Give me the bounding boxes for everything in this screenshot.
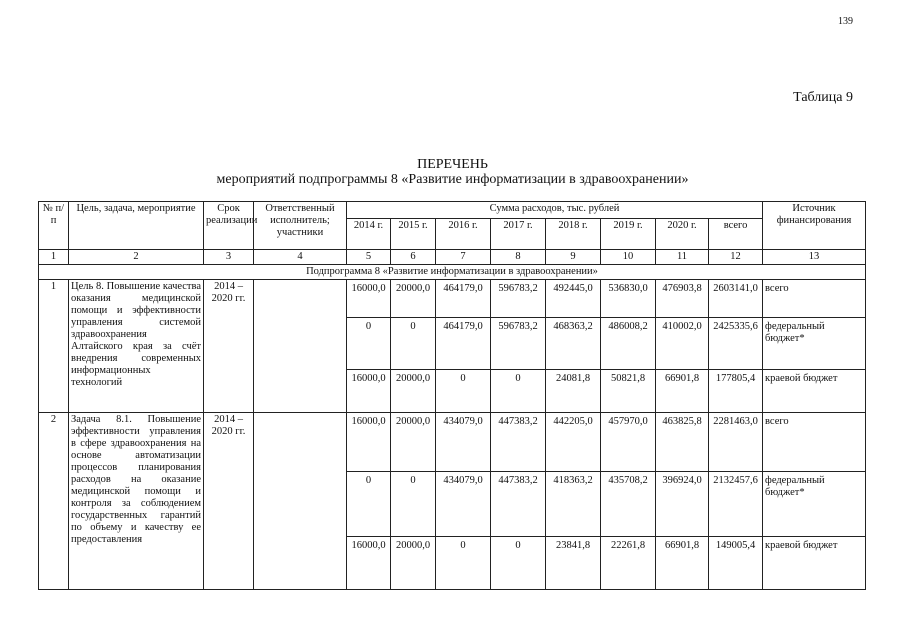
amount-cell: 435708,2: [601, 472, 656, 537]
row-responsible: [254, 280, 347, 413]
amount-cell: 396924,0: [656, 472, 709, 537]
amount-cell: 468363,2: [546, 318, 601, 370]
amount-cell: 0: [347, 472, 391, 537]
amount-cell: 66901,8: [656, 537, 709, 590]
header-sum: Сумма расходов, тыс. рублей: [347, 202, 763, 219]
funding-source: всего: [763, 413, 866, 472]
funding-source: краевой бюджет: [763, 370, 866, 413]
row-description: Цель 8. Повышение качества оказания медицинской помощи и эффективности управления системой здравоохранения Алтайского края за счёт внедрения современных информационных технологий: [69, 280, 204, 413]
column-number: 11: [656, 250, 709, 265]
document-subtitle: мероприятий подпрограммы 8 «Развитие информатизации в здравоохранении»: [216, 172, 689, 187]
column-number: 13: [763, 250, 866, 265]
amount-cell: 596783,2: [491, 318, 546, 370]
column-number: 12: [709, 250, 763, 265]
amount-cell: 0: [491, 370, 546, 413]
expense-table: [38, 201, 866, 590]
amount-cell: 50821,8: [601, 370, 656, 413]
funding-source: всего: [763, 280, 866, 318]
amount-cell: 23841,8: [546, 537, 601, 590]
row-number: 2: [39, 413, 69, 590]
amount-cell: 464179,0: [436, 318, 491, 370]
amount-cell: 457970,0: [601, 413, 656, 472]
page-number: 139: [838, 16, 853, 27]
funding-source: федеральный бюджет*: [763, 472, 866, 537]
amount-cell: 486008,2: [601, 318, 656, 370]
amount-cell: 0: [391, 472, 436, 537]
column-number: 9: [546, 250, 601, 265]
amount-cell: 476903,8: [656, 280, 709, 318]
funding-source: федеральный бюджет*: [763, 318, 866, 370]
column-number: 1: [39, 250, 69, 265]
subprogram-title: Подпрограмма 8 «Развитие информатизации в здравоохранении»: [39, 265, 866, 280]
amount-cell: 0: [347, 318, 391, 370]
amount-cell: 434079,0: [436, 472, 491, 537]
header-year-2014: 2014 г.: [347, 219, 391, 250]
column-number: 5: [347, 250, 391, 265]
row-number: 1: [39, 280, 69, 413]
row-responsible: [254, 413, 347, 590]
amount-cell: 20000,0: [391, 280, 436, 318]
column-number: 4: [254, 250, 347, 265]
document-title: ПЕРЕЧЕНЬ: [417, 157, 488, 172]
amount-cell: 0: [436, 370, 491, 413]
header-year-2018: 2018 г.: [546, 219, 601, 250]
column-number: 8: [491, 250, 546, 265]
header-total: всего: [709, 219, 763, 250]
amount-total-cell: 177805,4: [709, 370, 763, 413]
header-num: № п/п: [39, 202, 69, 250]
column-number: 2: [69, 250, 204, 265]
header-year-2017: 2017 г.: [491, 219, 546, 250]
amount-cell: 536830,0: [601, 280, 656, 318]
amount-cell: 434079,0: [436, 413, 491, 472]
amount-cell: 463825,8: [656, 413, 709, 472]
amount-cell: 16000,0: [347, 280, 391, 318]
amount-cell: 418363,2: [546, 472, 601, 537]
header-goal: Цель, задача, мероприятие: [69, 202, 204, 250]
amount-cell: 24081,8: [546, 370, 601, 413]
row-term: 2014 – 2020 гг.: [204, 280, 254, 413]
table-row: [39, 413, 866, 472]
amount-cell: 66901,8: [656, 370, 709, 413]
subprogram-row: [39, 265, 866, 280]
amount-cell: 447383,2: [491, 413, 546, 472]
amount-cell: 20000,0: [391, 413, 436, 472]
table-row: [39, 280, 866, 318]
amount-cell: 596783,2: [491, 280, 546, 318]
amount-cell: 20000,0: [391, 537, 436, 590]
header-year-2015: 2015 г.: [391, 219, 436, 250]
header-row-top: [39, 202, 866, 219]
column-number: 3: [204, 250, 254, 265]
amount-cell: 0: [391, 318, 436, 370]
amount-cell: 16000,0: [347, 370, 391, 413]
column-number: 10: [601, 250, 656, 265]
header-term: Срок реализации: [204, 202, 254, 250]
amount-cell: 464179,0: [436, 280, 491, 318]
column-number-row: [39, 250, 866, 265]
amount-total-cell: 149005,4: [709, 537, 763, 590]
amount-cell: 16000,0: [347, 413, 391, 472]
amount-cell: 447383,2: [491, 472, 546, 537]
row-description: Задача 8.1. Повышение эффективности управления в сфере здравоохранения на основе автоматизации процессов планирования расходов на оказание медицинской помощи и контроля за соблюдением государственных гарантий по объему и качеству ее предоставления: [69, 413, 204, 590]
header-year-2016: 2016 г.: [436, 219, 491, 250]
amount-cell: 442205,0: [546, 413, 601, 472]
column-number: 7: [436, 250, 491, 265]
amount-cell: 16000,0: [347, 537, 391, 590]
amount-total-cell: 2132457,6: [709, 472, 763, 537]
header-year-2019: 2019 г.: [601, 219, 656, 250]
header-source: Источник финансирования: [763, 202, 866, 250]
row-term: 2014 – 2020 гг.: [204, 413, 254, 590]
funding-source: краевой бюджет: [763, 537, 866, 590]
column-number: 6: [391, 250, 436, 265]
header-year-2020: 2020 г.: [656, 219, 709, 250]
table-label: Таблица 9: [793, 90, 853, 105]
amount-cell: 20000,0: [391, 370, 436, 413]
amount-cell: 22261,8: [601, 537, 656, 590]
amount-cell: 410002,0: [656, 318, 709, 370]
amount-cell: 0: [436, 537, 491, 590]
header-responsible: Ответственный исполнитель; участники: [254, 202, 347, 250]
amount-total-cell: 2281463,0: [709, 413, 763, 472]
amount-total-cell: 2603141,0: [709, 280, 763, 318]
amount-total-cell: 2425335,6: [709, 318, 763, 370]
amount-cell: 0: [491, 537, 546, 590]
amount-cell: 492445,0: [546, 280, 601, 318]
